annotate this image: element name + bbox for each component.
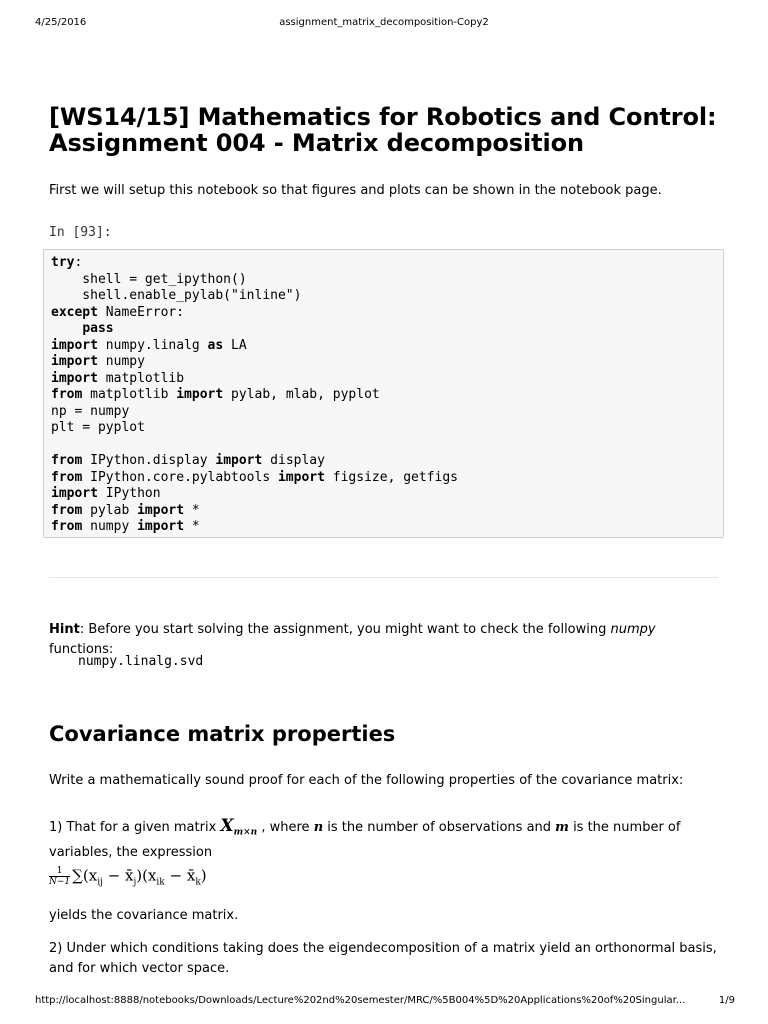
item-1 [49,816,719,863]
code-line [51,255,716,272]
code-keyword: try [51,255,75,270]
code-keyword: from [51,387,83,402]
code-keyword: import [51,337,98,353]
print-page-number: 1/9 [718,995,735,1006]
code-editor[interactable] [44,250,723,541]
formula-body: ∑(x [72,866,98,885]
item1-text-c: is the number of observations and [323,820,556,835]
formula-mid-3: − x̄ [164,866,196,885]
divider [49,577,718,578]
formula-num: 1 [49,866,70,877]
code-token: pylab, mlab, pyplot [223,387,380,402]
hint-text-1: : Before you start solving the assignment, you might want to check the following [79,622,611,637]
print-footer [0,995,768,1009]
item1-end: yields the covariance matrix. [49,908,239,923]
code-token: NameError: [97,304,185,320]
item1-text-a: 1) That for a given matrix [49,820,221,835]
code-line [51,420,716,437]
code-cell[interactable] [43,249,724,538]
code-line [51,519,716,536]
code-keyword: import [176,387,224,402]
code-token: shell.enable_pylab("inline") [51,288,302,303]
code-keyword: import [51,370,98,386]
code-keyword: import [277,469,325,485]
code-token: * [184,519,200,534]
code-line [51,305,716,322]
code-token: * [184,502,200,518]
code-token: : [74,255,83,270]
print-url: http://localhost:8888/notebooks/Downloads/Lecture%202nd%20semester/MRC/%5B004%5D%20Applications%20of%20Singular... [35,995,686,1006]
code-token: figsize, getfigs [324,469,459,485]
code-keyword: import [215,453,263,468]
formula-fraction [49,866,70,887]
code-token: LA [223,337,247,353]
code-token: pylab [82,502,138,518]
cell-prompt: In [93]: [49,225,112,240]
item1-text-b: , where [257,820,314,835]
print-header [0,17,768,31]
code-line [51,404,716,421]
formula-sub-2: j [133,877,137,888]
code-token: IPython [97,486,161,501]
print-date: 4/25/2016 [35,17,87,28]
code-token: np = numpy [51,403,130,419]
code-line [51,371,716,388]
notebook-title [49,104,729,156]
item1-m: m [555,820,569,835]
item1-matrix: X [220,816,234,836]
print-doc-title: assignment_matrix_decomposition-Copy2 [279,17,489,28]
item1-matrix-sub: m×n [233,827,258,838]
covariance-formula [49,866,207,894]
formula-den: N−1 [49,877,71,887]
formula-sub-1: ij [97,877,103,888]
code-token: plt = pyplot [51,420,145,435]
code-token: numpy [82,519,138,534]
formula-sub-4: k [195,877,201,888]
code-token: numpy [97,354,145,369]
hint-emph: numpy [610,622,656,637]
code-line [51,437,716,454]
code-line [51,288,716,305]
formula-mid-2: )(x [136,866,157,885]
formula-end: ) [200,866,207,885]
code-token: numpy.linalg [97,337,208,353]
code-keyword: from [51,453,83,468]
item2-line1: 2) Under which conditions taking does the eigendecomposition of a matrix yield an orthonormal basis, [49,941,717,956]
code-keyword: from [51,469,83,485]
code-line [51,387,716,404]
code-keyword: import [51,486,98,501]
code-keyword: import [137,502,185,518]
item1-n: n [313,820,324,835]
hint-text-2: functions: [49,642,114,657]
code-token: IPython.display [82,453,216,468]
code-keyword: from [51,502,83,518]
code-line [51,354,716,371]
formula-mid-1: − x̄ [102,866,134,885]
formula-sub-3: ik [156,877,165,888]
code-token: shell = get_ipython() [51,271,247,287]
item2-line2: and for which vector space. [49,961,230,976]
code-token: display [262,453,325,468]
code-keyword: as [207,337,224,353]
section-intro: Write a mathematically sound proof for each of the following properties of the covariance matrix: [49,773,684,788]
code-keyword: import [51,354,98,369]
item-2 [49,939,719,979]
code-line [51,470,716,487]
section-title: Covariance matrix properties [49,722,396,746]
code-token: matplotlib [97,370,185,386]
notebook-title-line2: Assignment 004 - Matrix decomposition [49,129,584,157]
code-line [51,486,716,503]
code-token [51,321,82,336]
intro-text: First we will setup this notebook so that figures and plots can be shown in the notebook page. [49,183,662,198]
code-line [51,321,716,338]
code-line [51,272,716,289]
item1-text-d: is the number of variables, the expression [49,820,681,860]
notebook-title-line1: [WS14/15] Mathematics for Robotics and Control: [49,103,717,131]
code-line [51,503,716,520]
hint-label: Hint [49,622,80,637]
code-line [51,453,716,470]
code-token: IPython.core.pylabtools [82,469,278,485]
hint-code: numpy.linalg.svd [78,654,204,669]
code-keyword: import [137,519,185,534]
code-token: matplotlib [82,387,177,402]
code-keyword: except [51,304,98,320]
code-line [51,338,716,355]
code-keyword: pass [82,321,114,336]
code-keyword: from [51,519,83,534]
